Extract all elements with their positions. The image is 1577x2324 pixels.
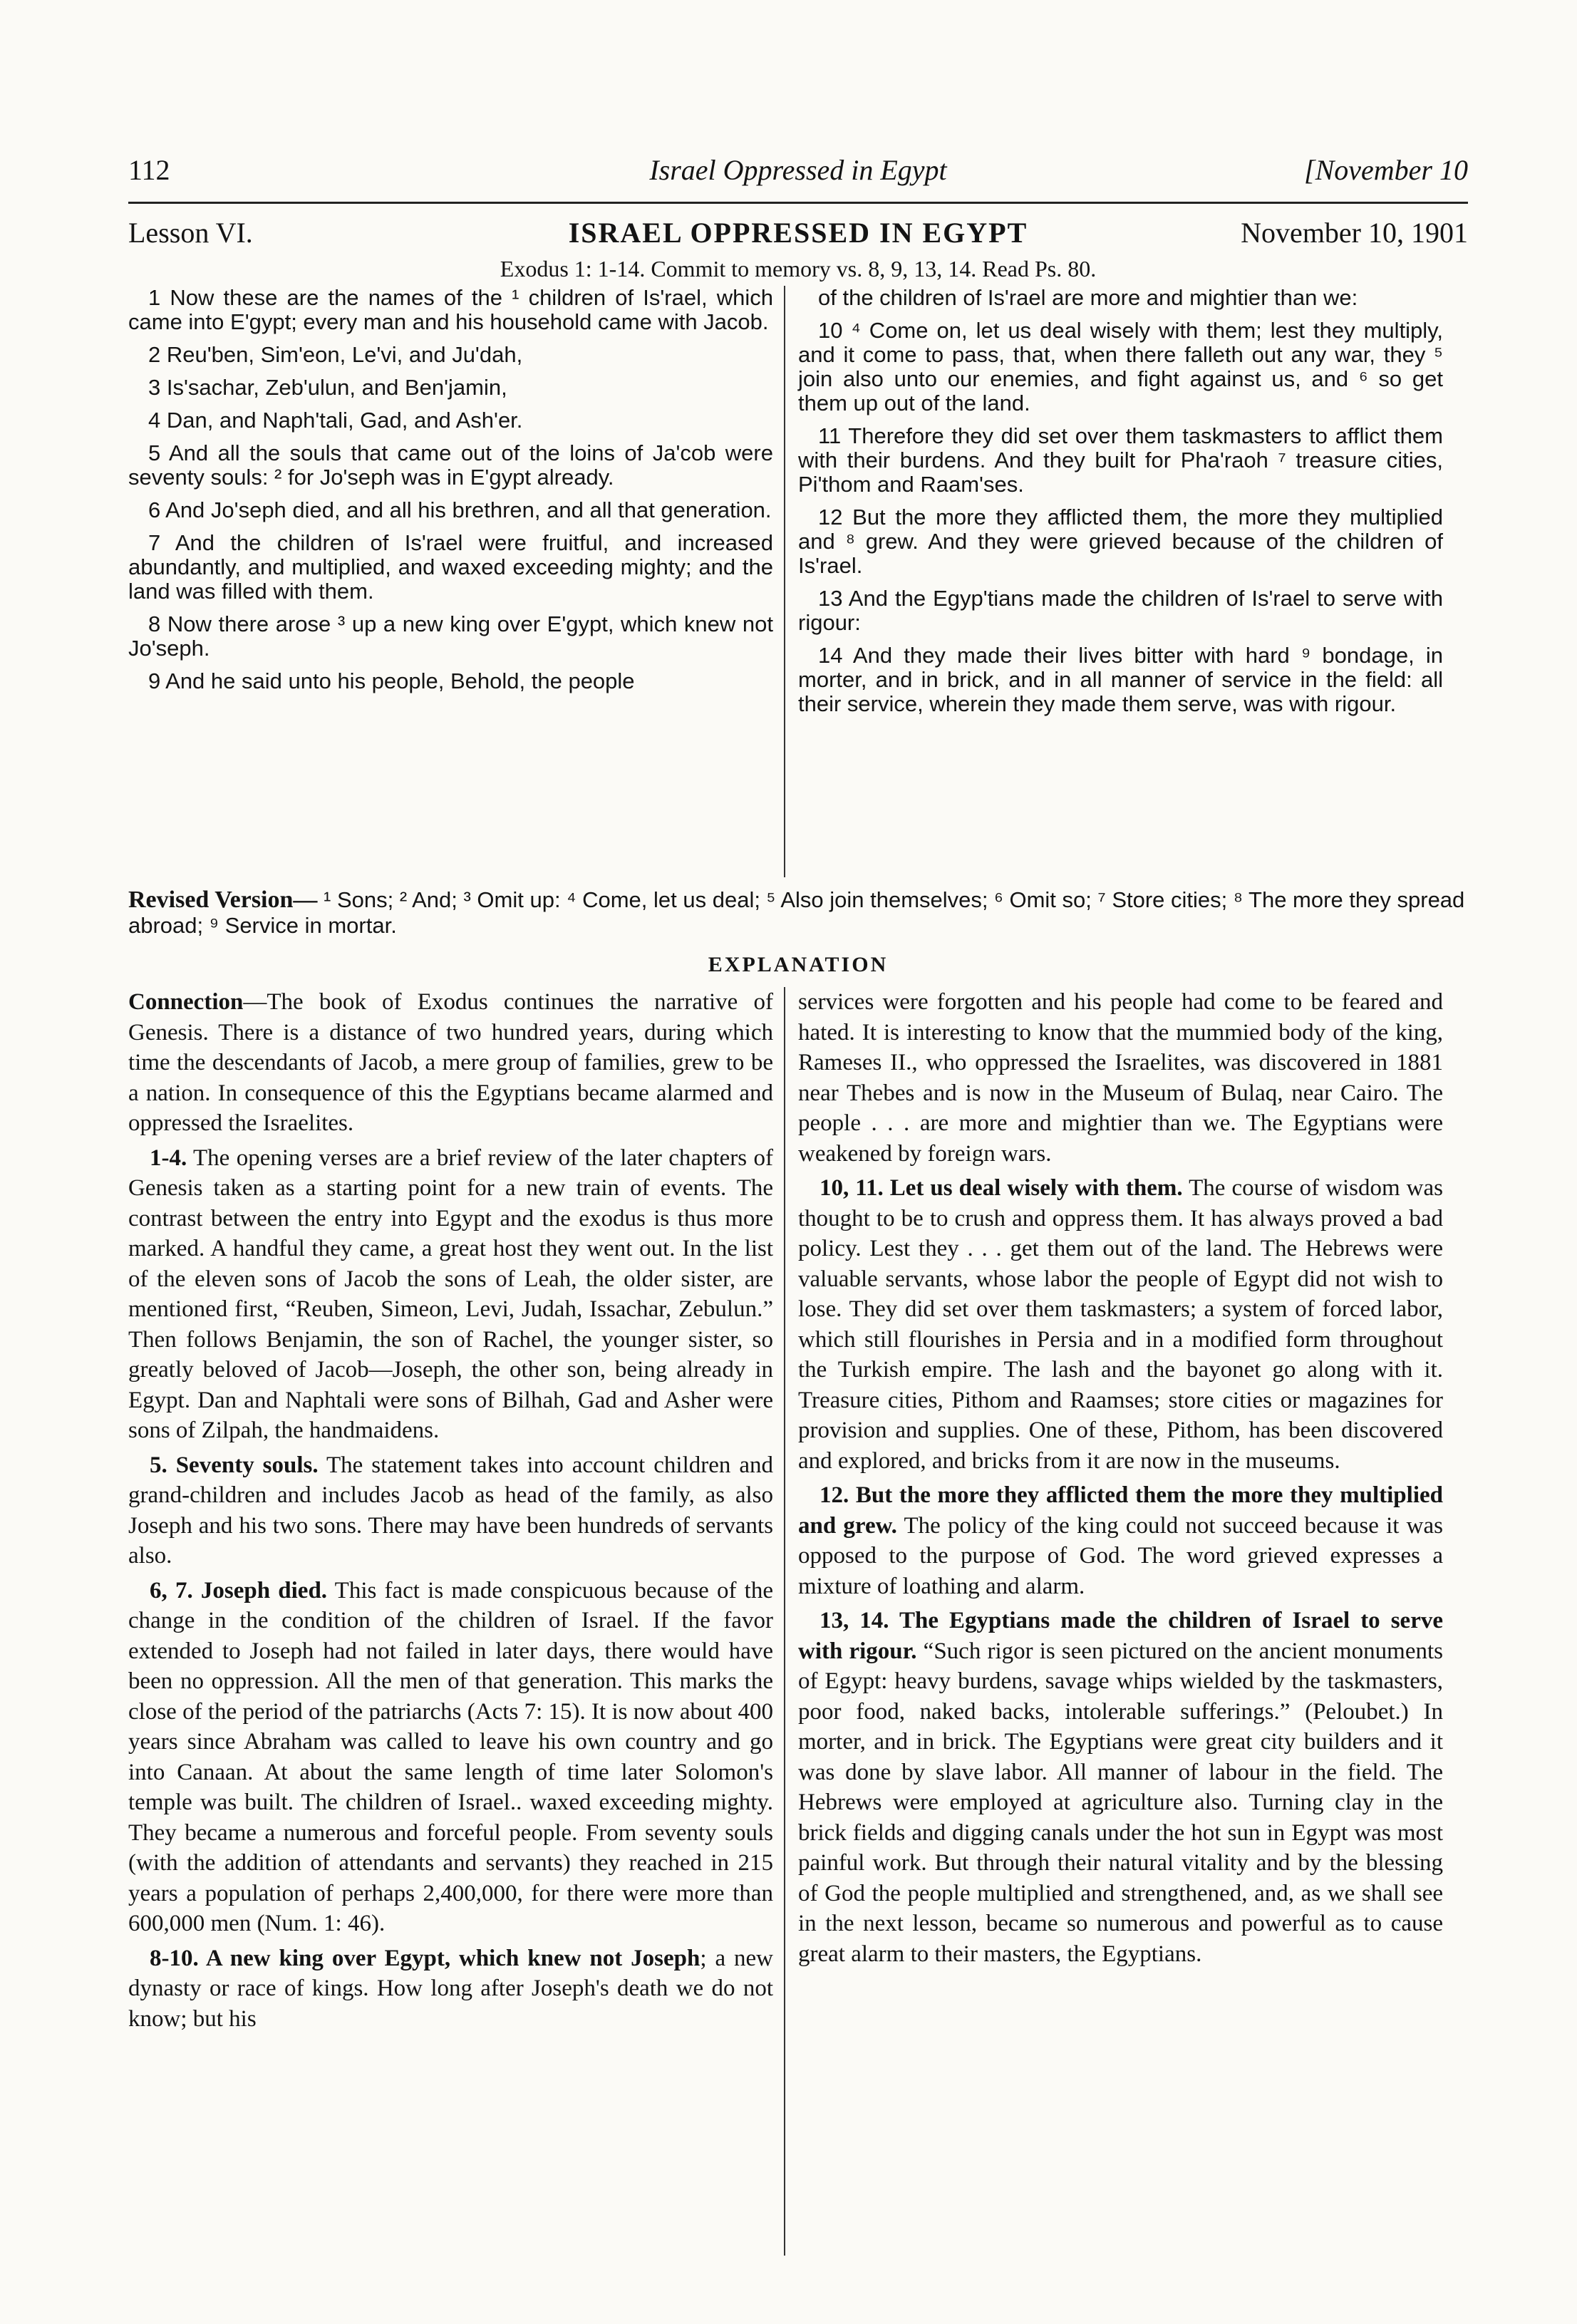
explanation-column-right [798,987,1443,1973]
explanation-paragraph [128,1143,773,1446]
explanation-lead: 12. But the more they afflicted them the more they multiplied and grew. [798,1482,1443,1539]
lesson-reading: Exodus 1: 1-14. Commit to memory vs. 8, 9, 13, 14. Read Ps. 80. [500,256,1097,282]
column-divider [784,987,785,2256]
explanation-text [128,987,1468,2270]
document-page [128,139,1468,2277]
explanation-paragraph [128,1576,773,1939]
explanation-lead: 10, 11. Let us deal wisely with them. [819,1175,1183,1201]
header-rule [128,202,1468,204]
scripture-verse: 10 ⁴ Come on, let us deal wisely with them; lest they multiply, and it come to pass, that, when there falleth out any war, they ⁵ join also unto our enemies, and fight against us, and ⁶ so get them up out of the land. [798,318,1443,415]
scripture-verse: 6 And Jo'seph died, and all his brethren, and all that generation. [148,497,772,522]
scripture-verse: 7 And the children of Is'rael were fruitful, and increased abundantly, and multiplied, and waxed exceeding mighty; and the land was filled with them. [128,530,773,604]
explanation-lead: 6, 7. Joseph died. [150,1577,328,1603]
scripture-verse: 3 Is'sachar, Zeb'ulun, and Ben'jamin, [148,375,507,400]
running-title: Israel Oppressed in Egypt [649,154,947,186]
explanation-body: “Such rigor is seen pictured on the ancient monuments of Egypt: heavy burdens, savage whips wielded by the taskmasters, poor food, naked backs, intolerable sufferings.” (Peloubet.) In morter, and in brick. The Egyptians were great city builders and it was done by slave labor. All manner of labour in the field. The Hebrews were employed at agriculture also. Turning clay in the brick fields and digging canals under the hot sun in Egypt was most painful work. But through their natural vitality and by the blessing of God the people multiplied and strengthened, and, as we shall see in the next lesson, became so numerous and powerful as to cause great alarm to their masters, the Egyptians. [798,1638,1443,1967]
scripture-verse: 14 And they made their lives bitter with hard ⁹ bondage, in morter, and in brick, and in all manner of service in the field: all their service, wherein they made them serve, was with rigour. [798,643,1443,716]
scripture-verse: 9 And he said unto his people, Behold, the people [148,668,635,693]
scripture-verse: 4 Dan, and Naph'tali, Gad, and Ash'er. [148,408,523,433]
lesson-number: Lesson VI. [128,217,253,249]
lesson-heading [128,216,1468,256]
scripture-verse: 5 And all the souls that came out of the loins of Ja'cob were seventy souls: ² for Jo'seph was in E'gypt already. [128,440,773,490]
running-date: [November 10 [1304,154,1468,186]
explanation-paragraph [798,987,1443,1169]
revised-version-label: Revised Version— [128,887,318,913]
revised-version-text: ¹ Sons; ² And; ³ Omit up: ⁴ Come, let us deal; ⁵ Also join themselves; ⁶ Omit so; ⁷ Store cities; ⁸ The more they spread abroad; ⁹ Service in mortar. [128,887,1465,938]
explanation-paragraph [128,1943,773,2035]
explanation-body: This fact is made conspicuous because of the change in the condition of the children of Israel. If the favor extended to Joseph had not failed in later days, there would have been no oppression. All the men of that generation. This marks the close of the period of the patriarchs (Acts 7: 15). It is now about 400 years since Abraham was called to leave his own country and go into Canaan. At about the same length of time later Solomon's temple was built. The children of Israel.. waxed exceeding mighty. They became a numerous and forceful people. From seventy souls (with the addition of attendants and servants) they reached in 215 years a population of perhaps 2,400,000, for there were more than 600,000 men (Num. 1: 46). [128,1577,773,1936]
scripture-verse: of the children of Is'rael are more and mightier than we: [818,285,1358,310]
explanation-body: The statement takes into account children and grand-children and includes Jacob as head of the family, as also Joseph and his two sons. There may have been hundreds of servants also. [128,1452,773,1569]
scripture-verse: 8 Now there arose ³ up a new king over E'gypt, which knew not Jo'seph. [128,611,773,661]
explanation-paragraph [798,1480,1443,1601]
revised-version [128,887,1468,939]
running-head [128,153,1468,196]
scripture-verse: 2 Reu'ben, Sim'eon, Le'vi, and Ju'dah, [148,342,523,367]
column-divider [784,286,785,877]
explanation-heading: EXPLANATION [708,953,889,976]
scripture-text [128,286,1468,884]
explanation-body: ; a new dynasty or race of kings. How long after Joseph's death we do not know; but his [128,1945,774,2032]
lesson-date: November 10, 1901 [1241,217,1468,249]
page-number: 112 [128,154,170,186]
scripture-verse: 11 Therefore they did set over them taskmasters to afflict them with their burdens. And they built for Pha'raoh ⁷ treasure cities, Pi'thom and Raam'ses. [798,423,1443,497]
explanation-paragraph [798,1606,1443,1969]
explanation-lead: 1-4. [150,1145,187,1171]
explanation-body: services were forgotten and his people had come to be feared and hated. It is interesting to know that the mummied body of the king, Rameses II., who oppressed the Israelites, was discovered in 1881 near Thebes and is now in the Museum of Bulaq, near Cairo. The people . . . are more and mightier than we. The Egyptians were weakened by foreign wars. [798,989,1443,1167]
explanation-column-left [128,987,773,2038]
explanation-paragraph [128,1450,773,1571]
lesson-title: ISRAEL OPPRESSED IN EGYPT [568,217,1028,249]
explanation-paragraph [798,1173,1443,1476]
explanation-body: The policy of the king could not succeed because it was opposed to the purpose of God. The word grieved expresses a mixture of loathing and alarm. [798,1512,1443,1599]
scripture-verse: 12 But the more they afflicted them, the more they multiplied and ⁸ grew. And they were grieved because of the children of Is'rael. [798,505,1443,578]
explanation-body: The opening verses are a brief review of the later chapters of Genesis taken as a starting point for a new train of events. The contrast between the entry into Egypt and the exodus is thus more marked. A handful they came, a great host they went out. In the list of the eleven sons of Jacob the sons of Leah, the older sister, are mentioned first, “Reuben, Simeon, Levi, Judah, Issachar, Zebulun.” Then follows Benjamin, the son of Rachel, the younger sister, so greatly beloved of Jacob—Joseph, the other son, being already in Egypt. Dan and Naphtali were sons of Bilhah, Gad and Asher were sons of Zilpah, the handmaidens. [128,1145,773,1443]
scripture-column-left [128,286,773,702]
explanation-body: —The book of Exodus continues the narrative of Genesis. There is a distance of two hundred years, during which time the descendants of Jacob, a mere group of families, grew to be a nation. In consequence of this the Egyptians became alarmed and oppressed the Israelites. [128,989,773,1136]
explanation-lead: Connection [128,989,244,1015]
explanation-lead: 5. Seventy souls. [150,1452,319,1478]
scripture-column-right [798,286,1443,725]
explanation-body: The course of wisdom was thought to be to crush and oppress them. It has always proved a bad policy. Lest they . . . get them out of the land. The Hebrews were valuable servants, whose labor the people of Egypt did not wish to lose. They did set over them taskmasters; a system of forced labor, which still flourishes in Persia and in a modified form throughout the Turkish empire. The lash and the bayonet go along with it. Treasure cities, Pithom and Raamses; store cities or magazines for provision and supplies. One of these, Pithom, has been discovered and explored, and bricks from it are now in the museums. [798,1175,1444,1474]
scripture-verse: 13 And the Egyp'tians made the children of Is'rael to serve with rigour: [798,586,1443,635]
explanation-paragraph [128,987,773,1139]
explanation-lead: 8-10. A new king over Egypt, which knew not Joseph [150,1945,700,1971]
explanation-lead: 13, 14. The Egyptians made the children of Israel to serve with rigour. [798,1608,1443,1664]
scripture-verse: 1 Now these are the names of the ¹ children of Is'rael, which came into E'gypt; every man and his household came with Jacob. [128,285,773,334]
